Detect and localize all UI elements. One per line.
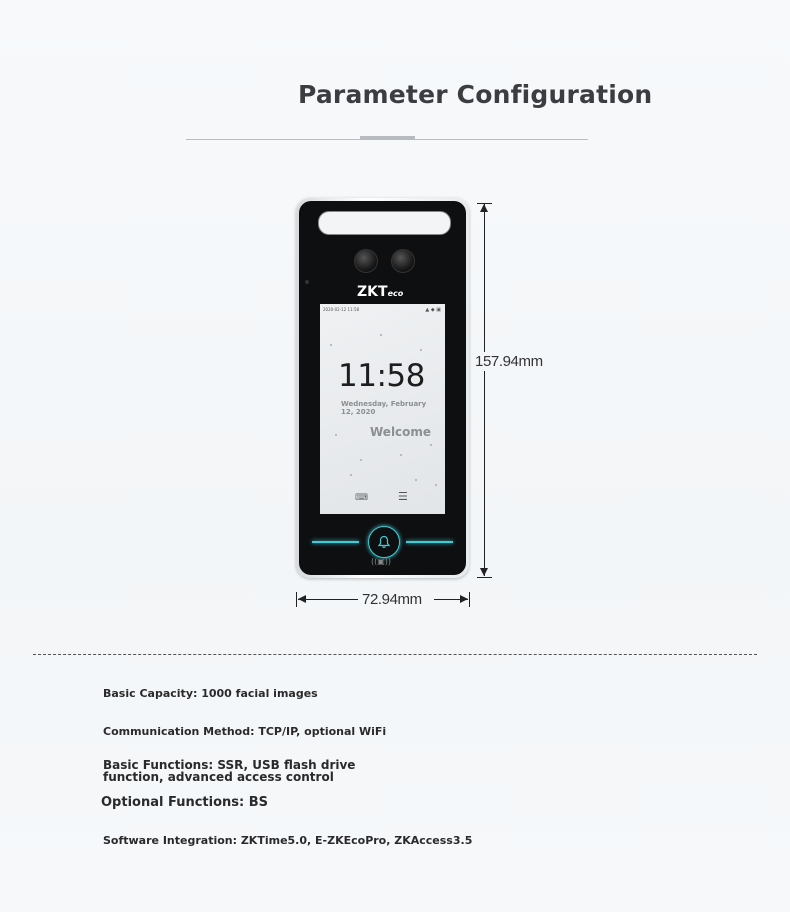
spec-basic-functions: Basic Functions: SSR, USB flash drive function, advanced access control — [103, 758, 356, 784]
screen-date: Wednesday, February 12, 2020 — [341, 400, 427, 416]
indicator-light-left — [312, 541, 359, 543]
dim-v-bottom-tick — [477, 577, 492, 578]
arrow-up-icon — [480, 204, 488, 212]
light-sensor — [305, 280, 309, 284]
device-screen — [320, 304, 445, 514]
status-icons: ▲ ◆ ▣ — [425, 307, 441, 313]
keyboard-icon: ⌨ — [355, 493, 368, 503]
camera-left-icon — [354, 249, 378, 273]
brand-logo: ZKTeco — [357, 284, 404, 300]
screen-welcome: Welcome — [370, 425, 432, 439]
dim-h-left-tick — [296, 592, 297, 607]
bell-icon — [377, 535, 391, 549]
dim-h-line-left — [298, 599, 358, 600]
spec-software-integration: Software Integration: ZKTime5.0, E-ZKEcoPro, ZKAccess3.5 — [103, 834, 473, 847]
menu-icon: ☰ — [398, 490, 408, 503]
card-reader-icon: ((▣)) — [371, 557, 392, 566]
arrow-left-icon — [298, 595, 306, 603]
arrow-down-icon — [480, 568, 488, 576]
indicator-light-right — [406, 541, 453, 543]
device-image — [296, 198, 469, 578]
spec-basic-capacity: Basic Capacity: 1000 facial images — [103, 687, 318, 700]
dim-h-right-tick — [469, 592, 470, 607]
doorbell-button — [368, 526, 400, 558]
ir-light-window — [318, 211, 451, 235]
spec-optional-functions: Optional Functions: BS — [101, 795, 269, 810]
height-dimension: 157.94mm — [475, 353, 543, 370]
title-accent-bar — [360, 136, 415, 140]
camera-right-icon — [391, 249, 415, 273]
dim-v-line — [484, 204, 485, 576]
screen-status-time: 2020-02-12 11:58 — [323, 307, 360, 312]
spec-communication: Communication Method: TCP/IP, optional WiFi — [103, 725, 387, 738]
screen-clock: 11:58 — [338, 358, 425, 394]
device-front-panel — [299, 201, 466, 575]
width-dimension: 72.94mm — [362, 591, 422, 608]
section-divider — [33, 654, 757, 655]
arrow-right-icon — [460, 595, 468, 603]
page-title: Parameter Configuration — [298, 80, 653, 109]
